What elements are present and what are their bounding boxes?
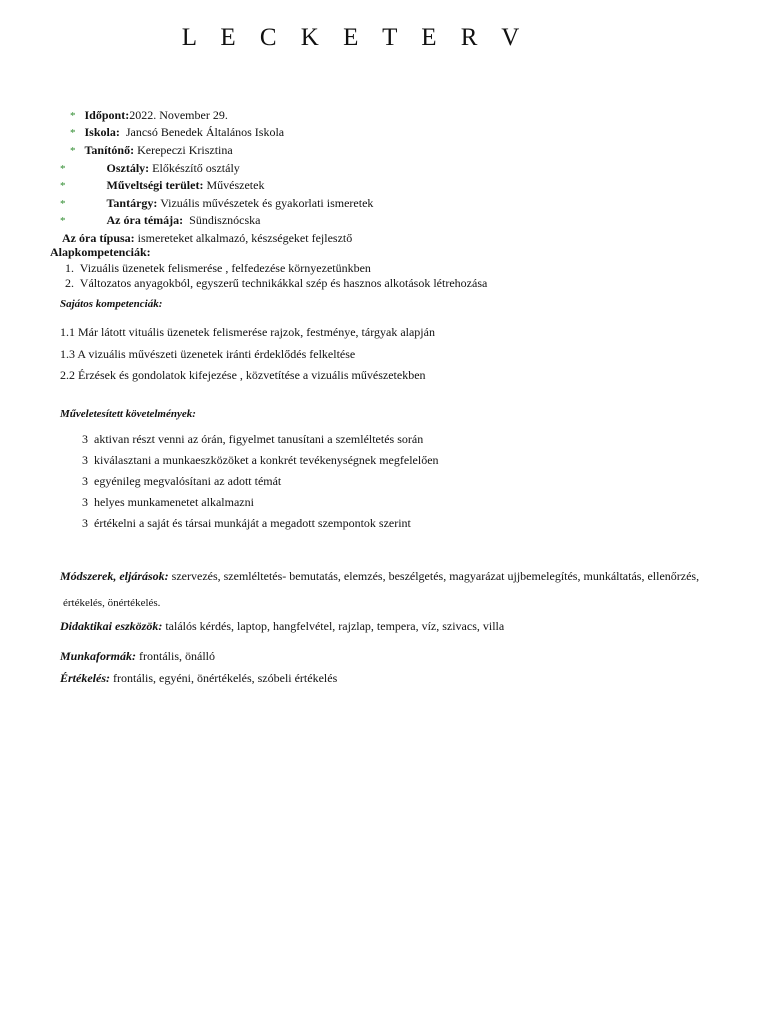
info-label: Az óra típusa: <box>62 231 135 245</box>
info-label: Műveltségi terület: <box>106 178 204 192</box>
info-value: Művészetek <box>206 178 265 192</box>
list-item: 3 helyes munkamenetet alkalmazni <box>82 495 254 509</box>
info-value: Kerepeczi Krisztina <box>137 143 233 157</box>
list-item: 3 kiválasztani a munkaeszközöket a konkrét tevékenységnek megfelelően <box>82 453 439 467</box>
info-label: Időpont: <box>84 108 130 122</box>
bullet-star-icon: * <box>60 198 66 210</box>
modszerek-label: Módszerek, eljárások: <box>60 569 169 583</box>
list-item: 2.2 Érzések és gondolatok kifejezése , közvetítése a vizuális művészetekben <box>60 368 426 382</box>
modszerek-line <box>60 569 699 584</box>
info-item-tanitono <box>70 143 233 158</box>
section-heading-sajatos: Sajátos kompetenciák: <box>60 298 163 310</box>
list-item: 3 értékelni a saját és társai munkáját a megadott szempontok szerint <box>82 516 411 530</box>
info-label: Iskola: <box>84 125 120 139</box>
munkaformak-label: Munkaformák: <box>60 649 137 663</box>
info-value: 2022. November 29. <box>129 108 228 122</box>
list-marker: 3 <box>82 495 88 509</box>
list-item: 1.3 A vizuális művészeti üzenetek iránti érdeklődés felkeltése <box>60 347 356 361</box>
ertekeles-label: Értékelés: <box>60 671 110 685</box>
list-marker: 3 <box>82 474 88 488</box>
info-value: Vizuális művészetek és gyakorlati ismeretek <box>160 196 374 210</box>
info-item-tantargy <box>60 196 373 211</box>
didaktikai-label: Didaktikai eszközök: <box>60 619 163 633</box>
page-title: L E C K E T E R V <box>181 24 529 51</box>
list-marker: 3 <box>82 432 88 446</box>
munkaformak-value: frontális, önálló <box>139 649 215 663</box>
info-value: Előkészítő osztály <box>152 161 240 175</box>
info-item-tipus <box>62 231 352 246</box>
bullet-star-icon: * <box>60 163 66 175</box>
munkaformak-line <box>60 649 215 664</box>
didaktikai-value: találós kérdés, laptop, hangfelvétel, rajzlap, tempera, víz, szivacs, villa <box>165 619 505 633</box>
info-value: ismereteket alkalmazó, készségeket fejlesztő <box>137 231 353 245</box>
list-item: 3 aktivan részt venni az órán, figyelmet tanusítani a szemléltetés során <box>82 432 424 446</box>
ertekeles-value: frontális, egyéni, önértékelés, szóbeli értékelés <box>113 671 338 685</box>
info-label: Az óra témája: <box>106 213 184 227</box>
list-item: 1. Vizuális üzenetek felismerése , felfedezése környezetünkben <box>65 261 371 275</box>
bullet-star-icon: * <box>70 127 76 139</box>
info-item-tema <box>60 213 260 228</box>
list-item: 2. Változatos anyagokból, egyszerű technikákkal szép és hasznos alkotások létrehozása <box>65 276 488 290</box>
list-marker: 3 <box>82 516 88 530</box>
info-value: Jancsó Benedek Általános Iskola <box>125 125 285 139</box>
section-heading-alapkompetenciak: Alapkompetenciák: <box>50 245 151 259</box>
bullet-star-icon: * <box>60 180 66 192</box>
bullet-star-icon: * <box>70 145 76 157</box>
info-item-osztaly <box>60 161 240 176</box>
info-label: Osztály: <box>106 161 150 175</box>
modszerek-continuation: értékelés, önértékelés. <box>63 597 161 609</box>
list-item: 3 egyénileg megvalósítani az adott témát <box>82 474 282 488</box>
list-item: 1.1 Már látott vituális üzenetek felismerése rajzok, festménye, tárgyak alapján <box>60 325 435 339</box>
modszerek-value: szervezés, szemléltetés- bemutatás, elemzés, beszélgetés, magyarázat ujjbemelegítés, munkáltatás, ellenőrzés, <box>171 569 700 583</box>
info-value: Sündisznócska <box>189 213 261 227</box>
bullet-star-icon: * <box>70 110 76 122</box>
ertekeles-line <box>60 671 337 686</box>
list-marker: 3 <box>82 453 88 467</box>
info-label: Tantárgy: <box>106 196 158 210</box>
section-heading-muveletesitett: Műveletesített követelmények: <box>60 408 196 420</box>
info-item-idopont <box>70 108 228 123</box>
bullet-star-icon: * <box>60 215 66 227</box>
info-item-muveltsegi <box>60 178 264 193</box>
info-label: Tanítónő: <box>84 143 135 157</box>
info-item-iskola <box>70 125 284 140</box>
didaktikai-line <box>60 619 504 634</box>
